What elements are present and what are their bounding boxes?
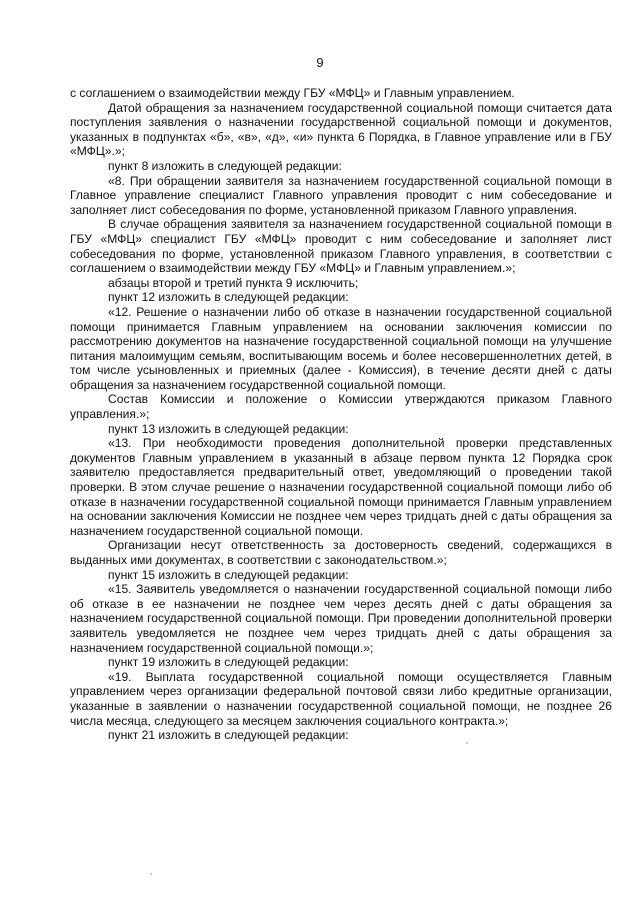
paragraph: «15. Заявитель уведомляется о назначении государственной социальной помощи либо об отказе в ее назначении не позднее чем через десять дней с даты обращения за назначением государственной социальной помощи. При проведении дополнительной проверки заявитель уведомляется не позднее чем через тридцать дней с даты обращения за назначением государственной социальной помощи.»; (70, 582, 612, 655)
paragraph: Организации несут ответственность за достоверность сведений, содержащихся в выданных ими документах, в соответствии с законодательством.»; (70, 538, 612, 567)
paragraph: Датой обращения за назначением государственной социальной помощи считается дата поступления заявления о назначении государственной социальной помощи и документов, указанных в подпунктах «б», «в», «д», «и» пункта 6 Порядка, в Главное управление или в ГБУ «МФЦ».»; (70, 100, 612, 159)
paragraph: пункт 19 изложить в следующей редакции: (108, 655, 349, 670)
paragraph: с соглашением о взаимодействии между ГБУ «МФЦ» и Главным управлением. (70, 86, 515, 100)
paragraph: пункт 15 изложить в следующей редакции: (108, 567, 349, 582)
paragraph: «8. При обращении заявителя за назначением государственной социальной помощи в Главное управление специалист Главного управления проводит с ним собеседование и заполняет лист собеседования по форме, установленной приказом Главного управления. (70, 173, 612, 217)
paragraph: «12. Решение о назначении либо об отказе в назначении государственной социальной помощи принимается Главным управлением на основании заключения комиссии по рассмотрению документов на назначение государственной социальной помощи на улучшение питания малоимущим семьям, воспитывающим восемь и более несовершеннолетних детей, в том числе усыновленных и приемных (далее - Комиссия), в течение десяти дней с даты обращения за назначением государственной социальной помощи. (70, 304, 612, 392)
scan-speck (466, 742, 468, 744)
paragraph: пункт 13 изложить в следующей редакции: (108, 421, 349, 436)
paragraph: «19. Выплата государственной социальной помощи осуществляется Главным управлением через организации федеральной почтовой связи либо кредитные организации, указанные в заявлении о назначении государственной социальной помощи, не позднее 26 числа месяца, следующего за месяцем заключения социального контракта.»; (70, 669, 612, 728)
page-number: 9 (316, 55, 324, 70)
scan-speck (150, 873, 152, 875)
paragraph: абзацы второй и третий пункта 9 исключить; (108, 275, 359, 290)
paragraph: пункт 8 изложить в следующей редакции: (108, 158, 342, 173)
paragraph: В случае обращения заявителя за назначением государственной социальной помощи в ГБУ «МФЦ» специалист ГБУ «МФЦ» проводит с ним собеседование и заполняет лист собеседования по форме, установленной приказом Главного управления, в соответствии с соглашением о взаимодействии между ГБУ «МФЦ» и Главным управлением.»; (70, 217, 612, 276)
paragraph: пункт 21 изложить в следующей редакции: (108, 728, 349, 743)
paragraph: Состав Комиссии и положение о Комиссии утверждаются приказом Главного управления.»; (70, 392, 612, 422)
paragraph: пункт 12 изложить в следующей редакции: (108, 290, 349, 305)
document-body (70, 86, 612, 743)
paragraph: «13. При необходимости проведения дополнительной проверки представленных документов Главным управлением в указанный в абзаце первом пункта 12 Порядка срок заявителю предоставляется предварительный ответ, уведомляющий о проведении такой проверки. В этом случае решение о назначении государственной социальной помощи либо об отказе в назначении государственной социальной помощи принимается Главным управлением на основании заключения Комиссии не позднее чем через тридцать дней с даты обращения за назначением государственной социальной помощи. (70, 436, 612, 538)
